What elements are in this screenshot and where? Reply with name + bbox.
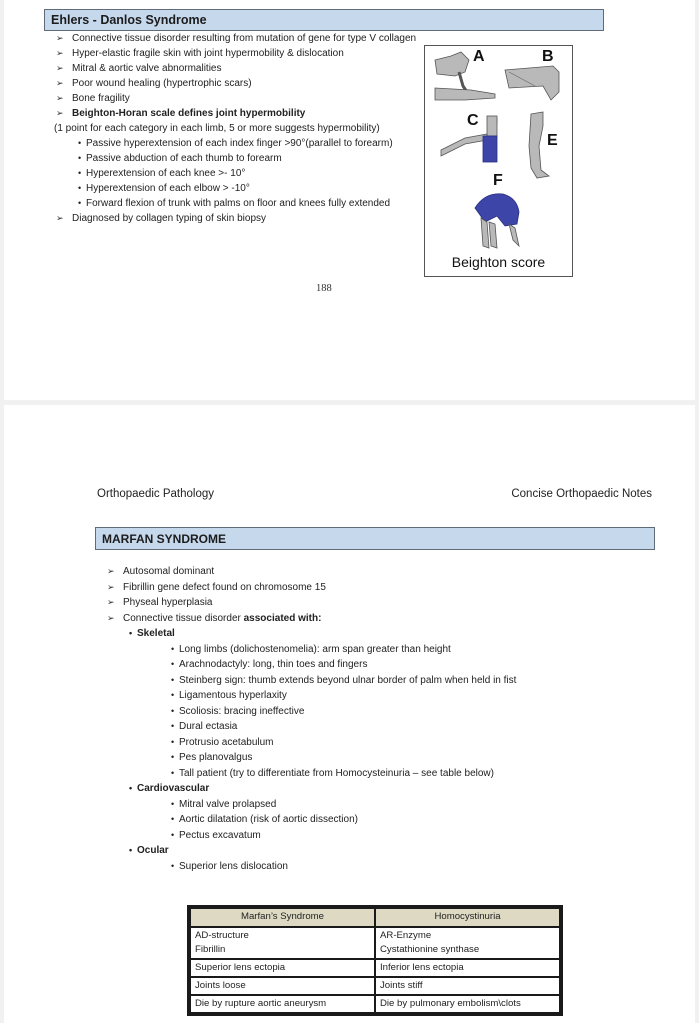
arrow-bullet-icon: ➢ <box>56 108 64 119</box>
skeletal-item: • Pes planovalgus <box>171 752 253 763</box>
cardiovascular-item: • Mitral valve prolapsed <box>171 798 277 810</box>
figure-label-f: F <box>493 172 503 189</box>
table-cell: Superior lens ectopia <box>190 959 375 977</box>
scale-item: • Forward flexion of trunk with palms on floor and knees fully extended <box>78 198 391 210</box>
table-cell: AR-Enzyme Cystathionine synthase <box>375 927 560 959</box>
table-cell: Inferior lens ectopia <box>375 959 560 977</box>
page-188 <box>4 0 695 400</box>
table-cell: Die by rupture aortic aneurysm <box>190 995 375 1013</box>
dot-bullet-icon: • <box>78 137 82 148</box>
arrow-bullet-icon: ➢ <box>56 63 64 74</box>
list-item: ➢ Mitral & aortic valve abnormalities <box>56 63 222 75</box>
list-item: ➢ Fibrillin gene defect found on chromosome 15 <box>107 581 326 593</box>
table-row <box>190 977 560 995</box>
dot-bullet-icon: • <box>171 705 175 716</box>
table-header-row <box>190 908 560 927</box>
dot-bullet-icon: • <box>129 845 133 855</box>
figure-label-b: B <box>542 48 554 65</box>
illustration-f-flexion <box>475 194 519 248</box>
figure-label-a: A <box>473 48 485 65</box>
table-cell: Joints stiff <box>375 977 560 995</box>
skeletal-item: • Ligamentous hyperlaxity <box>171 690 287 701</box>
table-cell: Joints loose <box>190 977 375 995</box>
category-cardiovascular: • Cardiovascular <box>129 783 210 794</box>
scale-item: • Passive hyperextension of each index finger >90°(parallel to forearm) <box>78 137 393 149</box>
arrow-bullet-icon: ➢ <box>56 48 64 59</box>
dot-bullet-icon: • <box>78 198 82 209</box>
illustration-a-finger <box>435 52 495 100</box>
page-number: 188 <box>316 283 332 294</box>
list-item: ➢ Connective tissue disorder associated with: <box>107 612 322 624</box>
running-header-left: Orthopaedic Pathology <box>97 488 214 500</box>
dot-bullet-icon: • <box>78 182 82 193</box>
table-row <box>190 995 560 1013</box>
dot-bullet-icon: • <box>129 783 133 793</box>
dot-bullet-icon: • <box>171 674 175 685</box>
section-header-ehlers-danlos <box>44 9 604 31</box>
list-item: ➢ Beighton-Horan scale defines joint hypermobility <box>56 108 306 120</box>
ehlers-danlos-list <box>54 31 434 226</box>
table-cell: AD-structure Fibrillin <box>190 927 375 959</box>
arrow-bullet-icon: ➢ <box>107 581 115 592</box>
section-title: Ehlers - Danlos Syndrome <box>51 13 207 27</box>
beighton-score-figure <box>424 45 573 277</box>
dot-bullet-icon: • <box>171 829 175 840</box>
dot-bullet-icon: • <box>171 752 175 762</box>
figure-label-e: E <box>547 132 558 149</box>
illustration-e-knee <box>529 112 549 178</box>
scale-item: • Passive abduction of each thumb to forearm <box>78 152 282 164</box>
arrow-bullet-icon: ➢ <box>107 597 115 607</box>
marfan-vs-homocystinuria-table <box>187 905 563 1016</box>
skeletal-item: • Scoliosis: bracing ineffective <box>171 705 305 717</box>
dot-bullet-icon: • <box>171 814 175 824</box>
figure-caption: Beighton score <box>451 254 546 270</box>
column-header-homocystinuria: Homocystinuria <box>375 908 560 927</box>
arrow-bullet-icon: ➢ <box>107 566 115 576</box>
list-item: ➢ Bone fragility <box>56 93 130 105</box>
skeletal-item: • Tall patient (try to differentiate from Homocysteinuria – see table below) <box>171 767 494 779</box>
skeletal-item: • Long limbs (dolichostenomelia): arm span greater than height <box>171 643 451 655</box>
dot-bullet-icon: • <box>171 690 175 700</box>
cardiovascular-item: • Aortic dilatation (risk of aortic dissection) <box>171 814 358 825</box>
skeletal-item: • Protrusio acetabulum <box>171 736 274 748</box>
category-skeletal: • Skeletal <box>129 628 175 639</box>
scale-item: • Hyperextension of each elbow > -10° <box>78 182 250 194</box>
dot-bullet-icon: • <box>171 721 175 731</box>
running-header-right: Concise Orthopaedic Notes <box>511 488 652 500</box>
section-title: MARFAN SYNDROME <box>102 531 227 546</box>
scale-item: • Hyperextension of each knee >- 10° <box>78 167 246 179</box>
beighton-illustration <box>425 46 572 276</box>
dot-bullet-icon: • <box>171 860 175 871</box>
dot-bullet-icon: • <box>171 767 175 778</box>
section-header-marfan <box>95 527 655 550</box>
dot-bullet-icon: • <box>171 659 175 669</box>
dot-bullet-icon: • <box>129 628 133 638</box>
dot-bullet-icon: • <box>171 643 175 654</box>
arrow-bullet-icon: ➢ <box>56 93 64 104</box>
skeletal-item: • Arachnodactyly: long, thin toes and fingers <box>171 659 368 670</box>
arrow-bullet-icon: ➢ <box>56 213 64 224</box>
arrow-bullet-icon: ➢ <box>56 78 64 89</box>
page-marfan <box>4 405 695 1023</box>
table-row <box>190 927 560 959</box>
skeletal-item: • Steinberg sign: thumb extends beyond ulnar border of palm when held in fist <box>171 674 517 686</box>
list-item: ➢ Poor wound healing (hypertrophic scars) <box>56 78 252 90</box>
marfan-list <box>105 564 605 874</box>
arrow-bullet-icon: ➢ <box>107 612 115 623</box>
arrow-bullet-icon: ➢ <box>56 33 64 43</box>
scale-note: (1 point for each category in each limb, 5 or more suggests hypermobility) <box>54 122 380 134</box>
dot-bullet-icon: • <box>171 736 175 747</box>
dot-bullet-icon: • <box>78 152 82 163</box>
table-cell: Die by pulmonary embolism\clots <box>375 995 560 1013</box>
illustration-b-thumb <box>505 66 559 100</box>
ocular-item: • Superior lens dislocation <box>171 860 288 872</box>
figure-label-c: C <box>467 112 479 129</box>
cardiovascular-item: • Pectus excavatum <box>171 829 261 841</box>
list-item: ➢ Diagnosed by collagen typing of skin biopsy <box>56 213 267 225</box>
category-ocular: • Ocular <box>129 845 169 856</box>
list-item: ➢ Hyper-elastic fragile skin with joint hypermobility & dislocation <box>56 48 344 60</box>
skeletal-item: • Dural ectasia <box>171 721 238 732</box>
list-item: ➢ Connective tissue disorder resulting from mutation of gene for type V collagen <box>56 33 417 44</box>
table-row <box>190 959 560 977</box>
column-header-marfan: Marfan’s Syndrome <box>190 908 375 927</box>
dot-bullet-icon: • <box>171 798 175 809</box>
dot-bullet-icon: • <box>78 167 82 178</box>
list-item: ➢ Autosomal dominant <box>107 566 215 577</box>
list-item: ➢ Physeal hyperplasia <box>107 597 213 608</box>
